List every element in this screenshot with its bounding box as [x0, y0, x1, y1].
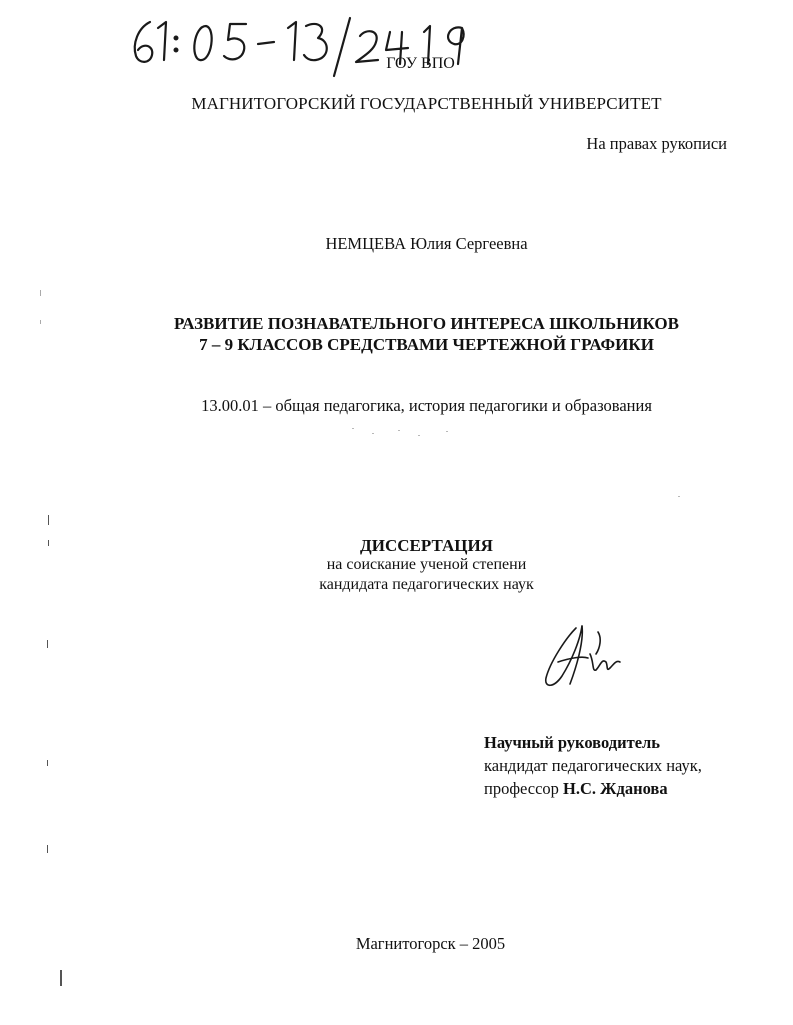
scan-speck — [398, 430, 400, 431]
author-signature — [536, 618, 632, 694]
scan-artifact — [60, 970, 62, 986]
university-name: МАГНИТОГОРСКИЙ ГОСУДАРСТВЕННЫЙ УНИВЕРСИТЕТ — [191, 94, 662, 113]
author-given-names: Юлия Сергеевна — [410, 234, 528, 253]
scan-speck — [372, 433, 374, 434]
author-name — [30, 234, 793, 254]
dissertation-title-line-1: РАЗВИТИЕ ПОЗНАВАТЕЛЬНОГО ИНТЕРЕСА ШКОЛЬНИКОВ — [174, 314, 679, 333]
specialty-code: 13.00.01 – общая педагогика, история педагогики и образования — [201, 396, 652, 415]
scan-speck — [418, 435, 420, 436]
author-surname: НЕМЦЕВА — [325, 234, 406, 253]
scan-artifact — [40, 320, 41, 324]
supervisor-block — [484, 731, 702, 800]
dissertation-title-line-2: 7 – 9 КЛАССОВ СРЕДСТВАМИ ЧЕРТЕЖНОЙ ГРАФИКИ — [199, 335, 654, 354]
scan-artifact — [47, 760, 48, 766]
supervisor-name: Н.С. Жданова — [563, 779, 668, 798]
degree-line-1: на соискание ученой степени — [326, 556, 527, 573]
scan-speck — [678, 496, 680, 497]
scan-artifact — [47, 640, 48, 648]
scan-artifact — [48, 540, 49, 546]
scan-artifact — [47, 845, 48, 853]
scan-speck — [446, 431, 448, 432]
degree-line-2: кандидата педагогических наук — [319, 576, 534, 593]
supervisor-heading: Научный руководитель — [484, 733, 660, 752]
city-and-year: Магнитогорск – 2005 — [355, 934, 506, 953]
organization-type: ГОУ ВПО — [386, 55, 455, 72]
scan-speck — [352, 428, 354, 429]
scan-artifact — [48, 515, 49, 525]
scan-artifact — [40, 290, 41, 296]
supervisor-rank-line — [484, 777, 702, 800]
supervisor-degree: кандидат педагогических наук, — [484, 756, 702, 775]
supervisor-rank: профессор — [484, 779, 559, 798]
document-type: ДИССЕРТАЦИЯ — [360, 536, 493, 555]
manuscript-rights-note: На правах рукописи — [586, 134, 727, 153]
